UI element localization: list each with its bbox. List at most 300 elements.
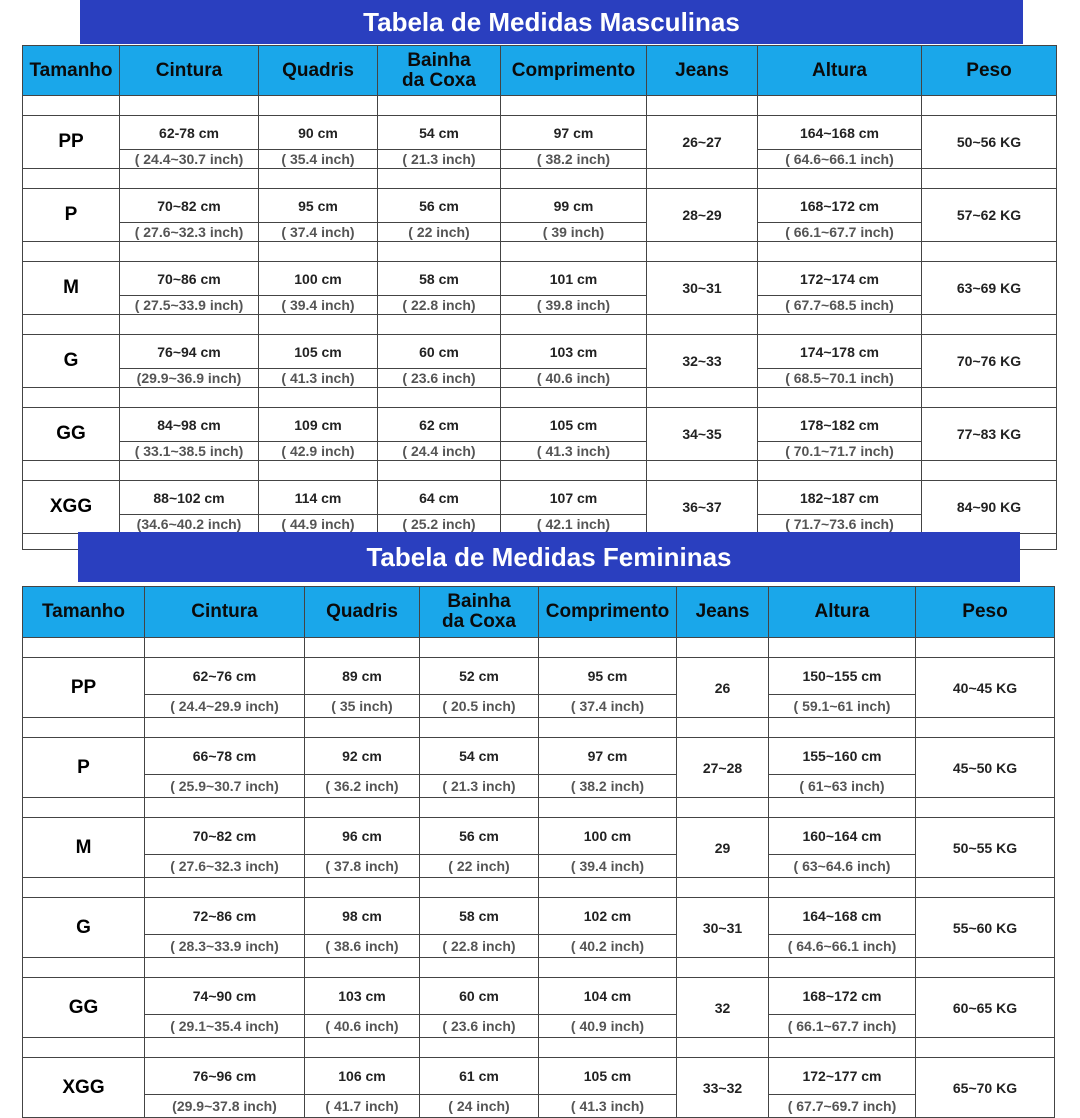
waist-cm-cell: 62~76 cm	[145, 658, 305, 695]
women-header-hips: Quadris	[305, 587, 420, 638]
weight-cell: 50~56 KG	[922, 116, 1057, 169]
men-title: Tabela de Medidas Masculinas	[363, 6, 740, 37]
height-inch-cell: ( 66.1~67.7 inch)	[758, 223, 922, 242]
spacer-cell	[916, 718, 1055, 738]
spacer-cell	[539, 1038, 677, 1058]
men-table-row	[23, 408, 1057, 442]
women-header-row	[23, 587, 1055, 638]
women-header-thigh	[420, 587, 539, 638]
length-inch-cell: ( 40.2 inch)	[539, 935, 677, 958]
spacer-cell	[23, 242, 120, 262]
spacer-cell	[769, 638, 916, 658]
spacer-cell	[259, 242, 378, 262]
length-cm-cell: 97 cm	[501, 116, 647, 150]
length-inch-cell: ( 40.9 inch)	[539, 1015, 677, 1038]
men-spacer-row	[23, 315, 1057, 335]
height-cm-cell: 164~168 cm	[758, 116, 922, 150]
thigh-cm-cell: 56 cm	[420, 818, 539, 855]
thigh-inch-cell: ( 25.2 inch)	[378, 515, 501, 534]
spacer-cell	[120, 242, 259, 262]
length-cm-cell: 105 cm	[501, 408, 647, 442]
spacer-cell	[305, 958, 420, 978]
spacer-cell	[647, 169, 758, 189]
thigh-cm-cell: 61 cm	[420, 1058, 539, 1095]
weight-cell: 77~83 KG	[922, 408, 1057, 461]
women-table-row	[23, 978, 1055, 1015]
men-header-length: Comprimento	[501, 46, 647, 96]
hips-cm-cell: 90 cm	[259, 116, 378, 150]
thigh-inch-cell: ( 24.4 inch)	[378, 442, 501, 461]
length-cm-cell: 95 cm	[539, 658, 677, 695]
jeans-cell: 29	[677, 818, 769, 878]
thigh-cm-cell: 54 cm	[420, 738, 539, 775]
weight-cell: 50~55 KG	[916, 818, 1055, 878]
length-inch-cell: ( 38.2 inch)	[501, 150, 647, 169]
length-inch-cell: ( 41.3 inch)	[539, 1095, 677, 1118]
men-table-row	[23, 335, 1057, 369]
waist-inch-cell: ( 24.4~29.9 inch)	[145, 695, 305, 718]
men-table-row-inch	[23, 442, 1057, 461]
hips-inch-cell: ( 39.4 inch)	[259, 296, 378, 315]
spacer-cell	[420, 878, 539, 898]
spacer-cell	[916, 878, 1055, 898]
size-label: XGG	[23, 481, 120, 534]
thigh-inch-cell: ( 23.6 inch)	[420, 1015, 539, 1038]
men-header-thigh-line2: da Coxa	[402, 69, 476, 91]
height-inch-cell: ( 66.1~67.7 inch)	[769, 1015, 916, 1038]
spacer-cell	[501, 315, 647, 335]
women-header-weight: Peso	[916, 587, 1055, 638]
height-cm-cell: 172~174 cm	[758, 262, 922, 296]
spacer-cell	[916, 1038, 1055, 1058]
height-inch-cell: ( 64.6~66.1 inch)	[769, 935, 916, 958]
spacer-cell	[305, 1038, 420, 1058]
weight-cell: 60~65 KG	[916, 978, 1055, 1038]
spacer-cell	[259, 315, 378, 335]
men-spacer-row	[23, 388, 1057, 408]
hips-inch-cell: ( 37.8 inch)	[305, 855, 420, 878]
spacer-cell	[145, 718, 305, 738]
jeans-cell: 26~27	[647, 116, 758, 169]
women-table-row-inch	[23, 1015, 1055, 1038]
height-inch-cell: ( 71.7~73.6 inch)	[758, 515, 922, 534]
spacer-cell	[769, 958, 916, 978]
weight-cell: 40~45 KG	[916, 658, 1055, 718]
spacer-cell	[922, 242, 1057, 262]
waist-cm-cell: 72~86 cm	[145, 898, 305, 935]
men-spacer-row	[23, 242, 1057, 262]
thigh-inch-cell: ( 22.8 inch)	[420, 935, 539, 958]
hips-cm-cell: 98 cm	[305, 898, 420, 935]
spacer-cell	[647, 315, 758, 335]
hips-cm-cell: 105 cm	[259, 335, 378, 369]
length-cm-cell: 103 cm	[501, 335, 647, 369]
spacer-cell	[145, 798, 305, 818]
height-cm-cell: 160~164 cm	[769, 818, 916, 855]
spacer-cell	[378, 315, 501, 335]
thigh-cm-cell: 56 cm	[378, 189, 501, 223]
men-table-row-inch	[23, 223, 1057, 242]
spacer-cell	[420, 1038, 539, 1058]
hips-inch-cell: ( 37.4 inch)	[259, 223, 378, 242]
thigh-cm-cell: 58 cm	[378, 262, 501, 296]
thigh-inch-cell: ( 22 inch)	[378, 223, 501, 242]
weight-cell: 84~90 KG	[922, 481, 1057, 534]
thigh-cm-cell: 54 cm	[378, 116, 501, 150]
height-inch-cell: ( 64.6~66.1 inch)	[758, 150, 922, 169]
spacer-cell	[23, 315, 120, 335]
men-header-thigh	[378, 46, 501, 96]
spacer-cell	[916, 638, 1055, 658]
waist-inch-cell: ( 29.1~35.4 inch)	[145, 1015, 305, 1038]
spacer-cell	[758, 315, 922, 335]
length-cm-cell: 100 cm	[539, 818, 677, 855]
weight-cell: 55~60 KG	[916, 898, 1055, 958]
women-spacer-row	[23, 718, 1055, 738]
height-cm-cell: 172~177 cm	[769, 1058, 916, 1095]
spacer-cell	[539, 638, 677, 658]
spacer-cell	[23, 96, 120, 116]
jeans-cell: 36~37	[647, 481, 758, 534]
hips-inch-cell: ( 44.9 inch)	[259, 515, 378, 534]
height-cm-cell: 150~155 cm	[769, 658, 916, 695]
hips-inch-cell: ( 38.6 inch)	[305, 935, 420, 958]
spacer-cell	[758, 96, 922, 116]
spacer-cell	[378, 461, 501, 481]
spacer-cell	[420, 798, 539, 818]
thigh-cm-cell: 64 cm	[378, 481, 501, 515]
waist-cm-cell: 66~78 cm	[145, 738, 305, 775]
men-header-height: Altura	[758, 46, 922, 96]
hips-inch-cell: ( 41.3 inch)	[259, 369, 378, 388]
women-table-row	[23, 818, 1055, 855]
height-cm-cell: 168~172 cm	[758, 189, 922, 223]
women-table-row	[23, 1058, 1055, 1095]
hips-inch-cell: ( 35 inch)	[305, 695, 420, 718]
spacer-cell	[23, 638, 145, 658]
height-cm-cell: 174~178 cm	[758, 335, 922, 369]
men-table-row-inch	[23, 515, 1057, 534]
spacer-cell	[120, 388, 259, 408]
length-inch-cell: ( 39.8 inch)	[501, 296, 647, 315]
spacer-cell	[769, 718, 916, 738]
women-table-row-inch	[23, 855, 1055, 878]
spacer-cell	[769, 878, 916, 898]
spacer-cell	[539, 878, 677, 898]
thigh-cm-cell: 60 cm	[420, 978, 539, 1015]
spacer-cell	[378, 96, 501, 116]
spacer-cell	[501, 96, 647, 116]
spacer-cell	[769, 1038, 916, 1058]
hips-cm-cell: 114 cm	[259, 481, 378, 515]
spacer-cell	[922, 96, 1057, 116]
spacer-cell	[420, 718, 539, 738]
length-inch-cell: ( 40.6 inch)	[501, 369, 647, 388]
size-label: G	[23, 335, 120, 388]
women-title-banner	[78, 532, 1020, 582]
hips-cm-cell: 106 cm	[305, 1058, 420, 1095]
men-spacer-row	[23, 461, 1057, 481]
height-inch-cell: ( 63~64.6 inch)	[769, 855, 916, 878]
women-table-row-inch	[23, 695, 1055, 718]
hips-cm-cell: 100 cm	[259, 262, 378, 296]
spacer-cell	[539, 718, 677, 738]
men-header-hips: Quadris	[259, 46, 378, 96]
length-cm-cell: 101 cm	[501, 262, 647, 296]
men-header-weight: Peso	[922, 46, 1057, 96]
women-header-jeans: Jeans	[677, 587, 769, 638]
women-table-row-inch	[23, 1095, 1055, 1118]
jeans-cell: 30~31	[647, 262, 758, 315]
spacer-cell	[922, 461, 1057, 481]
spacer-cell	[305, 638, 420, 658]
spacer-cell	[23, 958, 145, 978]
hips-cm-cell: 89 cm	[305, 658, 420, 695]
waist-cm-cell: 74~90 cm	[145, 978, 305, 1015]
spacer-cell	[647, 242, 758, 262]
length-inch-cell: ( 39 inch)	[501, 223, 647, 242]
women-spacer-row	[23, 1038, 1055, 1058]
spacer-cell	[259, 461, 378, 481]
men-header-size: Tamanho	[23, 46, 120, 96]
spacer-cell	[259, 169, 378, 189]
spacer-cell	[378, 169, 501, 189]
spacer-cell	[259, 96, 378, 116]
spacer-cell	[501, 388, 647, 408]
thigh-cm-cell: 62 cm	[378, 408, 501, 442]
height-inch-cell: ( 67.7~68.5 inch)	[758, 296, 922, 315]
spacer-cell	[677, 718, 769, 738]
men-table-row-inch	[23, 296, 1057, 315]
length-inch-cell: ( 39.4 inch)	[539, 855, 677, 878]
spacer-cell	[677, 798, 769, 818]
women-spacer-row	[23, 958, 1055, 978]
spacer-cell	[120, 169, 259, 189]
spacer-cell	[378, 388, 501, 408]
women-header-waist: Cintura	[145, 587, 305, 638]
spacer-cell	[769, 798, 916, 818]
spacer-cell	[758, 242, 922, 262]
height-cm-cell: 178~182 cm	[758, 408, 922, 442]
waist-inch-cell: ( 27.6~32.3 inch)	[145, 855, 305, 878]
spacer-cell	[677, 1038, 769, 1058]
length-inch-cell: ( 41.3 inch)	[501, 442, 647, 461]
spacer-cell	[23, 388, 120, 408]
weight-cell: 65~70 KG	[916, 1058, 1055, 1118]
spacer-cell	[647, 96, 758, 116]
thigh-inch-cell: ( 24 inch)	[420, 1095, 539, 1118]
length-cm-cell: 105 cm	[539, 1058, 677, 1095]
hips-cm-cell: 92 cm	[305, 738, 420, 775]
size-label: PP	[23, 658, 145, 718]
spacer-cell	[501, 169, 647, 189]
spacer-cell	[677, 878, 769, 898]
height-inch-cell: ( 59.1~61 inch)	[769, 695, 916, 718]
waist-cm-cell: 70~82 cm	[120, 189, 259, 223]
length-inch-cell: ( 38.2 inch)	[539, 775, 677, 798]
men-header-thigh-line1: Bainha	[407, 49, 471, 71]
thigh-cm-cell: 58 cm	[420, 898, 539, 935]
women-header-size: Tamanho	[23, 587, 145, 638]
spacer-cell	[677, 638, 769, 658]
waist-inch-cell: ( 28.3~33.9 inch)	[145, 935, 305, 958]
size-label: P	[23, 738, 145, 798]
hips-cm-cell: 103 cm	[305, 978, 420, 1015]
spacer-cell	[305, 718, 420, 738]
length-inch-cell: ( 37.4 inch)	[539, 695, 677, 718]
men-table-row-inch	[23, 369, 1057, 388]
men-spacer-row	[23, 96, 1057, 116]
height-cm-cell: 168~172 cm	[769, 978, 916, 1015]
spacer-cell	[420, 638, 539, 658]
men-table-row	[23, 481, 1057, 515]
spacer-cell	[145, 1038, 305, 1058]
weight-cell: 70~76 KG	[922, 335, 1057, 388]
height-cm-cell: 182~187 cm	[758, 481, 922, 515]
jeans-cell: 32	[677, 978, 769, 1038]
length-cm-cell: 107 cm	[501, 481, 647, 515]
size-label: G	[23, 898, 145, 958]
hips-inch-cell: ( 35.4 inch)	[259, 150, 378, 169]
length-cm-cell: 104 cm	[539, 978, 677, 1015]
spacer-cell	[259, 388, 378, 408]
hips-cm-cell: 95 cm	[259, 189, 378, 223]
women-size-table	[22, 586, 1055, 1118]
jeans-cell: 32~33	[647, 335, 758, 388]
length-cm-cell: 97 cm	[539, 738, 677, 775]
spacer-cell	[922, 388, 1057, 408]
men-table-row	[23, 116, 1057, 150]
spacer-cell	[23, 878, 145, 898]
spacer-cell	[922, 315, 1057, 335]
spacer-cell	[539, 798, 677, 818]
spacer-cell	[647, 461, 758, 481]
spacer-cell	[758, 461, 922, 481]
women-spacer-row	[23, 638, 1055, 658]
women-spacer-row	[23, 878, 1055, 898]
women-spacer-row	[23, 798, 1055, 818]
waist-inch-cell: ( 24.4~30.7 inch)	[120, 150, 259, 169]
spacer-cell	[145, 878, 305, 898]
height-inch-cell: ( 61~63 inch)	[769, 775, 916, 798]
waist-cm-cell: 62-78 cm	[120, 116, 259, 150]
length-inch-cell: ( 42.1 inch)	[501, 515, 647, 534]
height-inch-cell: ( 68.5~70.1 inch)	[758, 369, 922, 388]
spacer-cell	[145, 638, 305, 658]
jeans-cell: 30~31	[677, 898, 769, 958]
women-header-height: Altura	[769, 587, 916, 638]
waist-cm-cell: 76~96 cm	[145, 1058, 305, 1095]
thigh-inch-cell: ( 21.3 inch)	[378, 150, 501, 169]
men-table-row	[23, 262, 1057, 296]
height-inch-cell: ( 70.1~71.7 inch)	[758, 442, 922, 461]
waist-inch-cell: (29.9~37.8 inch)	[145, 1095, 305, 1118]
men-size-table	[22, 45, 1057, 550]
waist-cm-cell: 88~102 cm	[120, 481, 259, 515]
waist-inch-cell: ( 33.1~38.5 inch)	[120, 442, 259, 461]
spacer-cell	[23, 798, 145, 818]
spacer-cell	[305, 798, 420, 818]
spacer-cell	[647, 388, 758, 408]
jeans-cell: 28~29	[647, 189, 758, 242]
women-header-thigh-line2: da Coxa	[442, 611, 516, 632]
waist-inch-cell: ( 25.9~30.7 inch)	[145, 775, 305, 798]
spacer-cell	[23, 169, 120, 189]
weight-cell: 57~62 KG	[922, 189, 1057, 242]
spacer-cell	[501, 242, 647, 262]
spacer-cell	[305, 878, 420, 898]
spacer-cell	[145, 958, 305, 978]
women-title: Tabela de Medidas Femininas	[366, 541, 732, 572]
men-table-row-inch	[23, 150, 1057, 169]
size-label: PP	[23, 116, 120, 169]
jeans-cell: 34~35	[647, 408, 758, 461]
women-header-length: Comprimento	[539, 587, 677, 638]
hips-cm-cell: 109 cm	[259, 408, 378, 442]
length-cm-cell: 99 cm	[501, 189, 647, 223]
hips-inch-cell: ( 42.9 inch)	[259, 442, 378, 461]
waist-inch-cell: ( 27.5~33.9 inch)	[120, 296, 259, 315]
thigh-inch-cell: ( 23.6 inch)	[378, 369, 501, 388]
jeans-cell: 33~32	[677, 1058, 769, 1118]
women-table-row-inch	[23, 775, 1055, 798]
hips-inch-cell: ( 36.2 inch)	[305, 775, 420, 798]
spacer-cell	[23, 461, 120, 481]
thigh-inch-cell: ( 22.8 inch)	[378, 296, 501, 315]
length-cm-cell: 102 cm	[539, 898, 677, 935]
height-cm-cell: 164~168 cm	[769, 898, 916, 935]
men-header-row	[23, 46, 1057, 96]
size-label: P	[23, 189, 120, 242]
weight-cell: 63~69 KG	[922, 262, 1057, 315]
spacer-cell	[677, 958, 769, 978]
men-table-row	[23, 189, 1057, 223]
spacer-cell	[120, 96, 259, 116]
size-label: XGG	[23, 1058, 145, 1118]
men-spacer-row	[23, 169, 1057, 189]
height-inch-cell: ( 67.7~69.7 inch)	[769, 1095, 916, 1118]
spacer-cell	[120, 461, 259, 481]
spacer-cell	[23, 718, 145, 738]
women-header-thigh-line1: Bainha	[447, 591, 511, 612]
spacer-cell	[916, 798, 1055, 818]
spacer-cell	[420, 958, 539, 978]
thigh-inch-cell: ( 21.3 inch)	[420, 775, 539, 798]
size-label: GG	[23, 408, 120, 461]
weight-cell: 45~50 KG	[916, 738, 1055, 798]
thigh-cm-cell: 60 cm	[378, 335, 501, 369]
hips-inch-cell: ( 40.6 inch)	[305, 1015, 420, 1038]
spacer-cell	[916, 958, 1055, 978]
height-cm-cell: 155~160 cm	[769, 738, 916, 775]
spacer-cell	[758, 169, 922, 189]
spacer-cell	[539, 958, 677, 978]
men-header-waist: Cintura	[120, 46, 259, 96]
waist-cm-cell: 76~94 cm	[120, 335, 259, 369]
waist-cm-cell: 84~98 cm	[120, 408, 259, 442]
women-table-row	[23, 738, 1055, 775]
women-table-row	[23, 898, 1055, 935]
thigh-inch-cell: ( 22 inch)	[420, 855, 539, 878]
waist-inch-cell: ( 27.6~32.3 inch)	[120, 223, 259, 242]
spacer-cell	[120, 315, 259, 335]
jeans-cell: 27~28	[677, 738, 769, 798]
waist-cm-cell: 70~86 cm	[120, 262, 259, 296]
women-table-row-inch	[23, 935, 1055, 958]
thigh-cm-cell: 52 cm	[420, 658, 539, 695]
spacer-cell	[501, 461, 647, 481]
spacer-cell	[758, 388, 922, 408]
